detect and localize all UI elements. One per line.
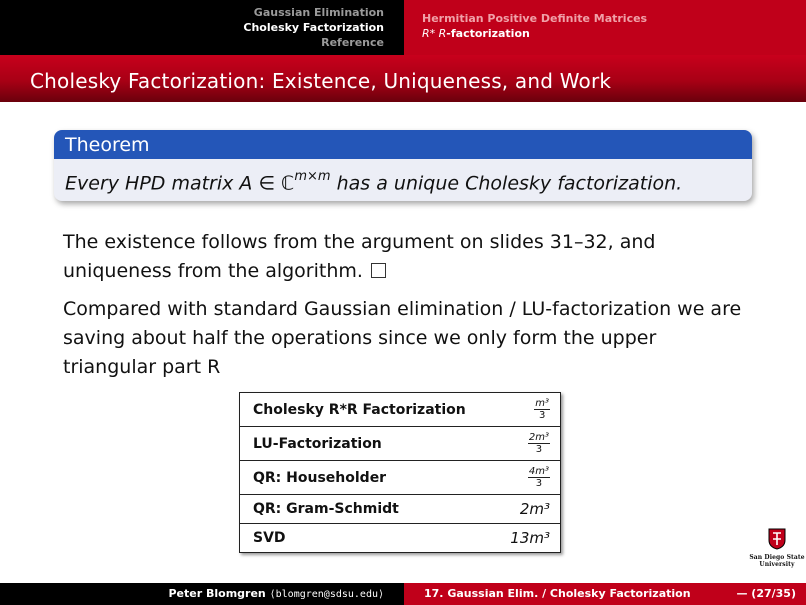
logo-line-2: University	[759, 561, 795, 568]
cost-denominator: 3	[535, 478, 543, 489]
cost-denominator: 3	[535, 444, 543, 455]
theorem-statement-power: m×m	[294, 169, 331, 184]
cost-value	[528, 466, 550, 489]
method-label: LU-Factorization	[253, 435, 382, 452]
nav-subsection-text: -factorization	[446, 27, 530, 40]
existence-text: The existence follows from the argument on slides 31–32, and uniqueness from the algorithm.	[63, 231, 656, 282]
frame-title: Cholesky Factorization: Existence, Uniqueness, and Work	[30, 69, 612, 93]
table-row	[240, 524, 560, 552]
cost-numerator: 2m³	[528, 432, 549, 443]
sdsu-shield-icon	[768, 528, 786, 550]
nav-subsection-r-star-r[interactable]	[422, 26, 647, 41]
cost-numerator: m³	[535, 398, 549, 409]
cost-value: 2m³	[519, 500, 550, 518]
cost-value: 13m³	[510, 529, 550, 547]
page-number: — (27/35)	[736, 587, 796, 600]
cost-value	[528, 432, 550, 455]
subsection-navigation	[404, 0, 806, 55]
footer-author-section	[0, 583, 404, 605]
theorem-block	[54, 130, 752, 201]
section-navigation	[0, 0, 404, 55]
work-paragraph: Compared with standard Gaussian elimination / LU-factorization we are saving about half the operations since we only form the upper triangular part R	[63, 298, 742, 378]
nav-section-cholesky-factorization[interactable]: Cholesky Factorization	[243, 21, 384, 34]
footer-title-section	[404, 583, 806, 605]
table-row	[240, 427, 560, 461]
footer-bar	[0, 583, 806, 605]
method-label: SVD	[253, 530, 286, 546]
nav-section-reference[interactable]: Reference	[321, 36, 384, 49]
table-row	[240, 495, 560, 524]
nav-section-gaussian-elimination[interactable]: Gaussian Elimination	[253, 6, 384, 19]
logo-line-1: San Diego State	[749, 554, 805, 561]
author-email: ⟨blomgren@sdsu.edu⟩	[269, 589, 384, 600]
theorem-statement-suffix: has a unique Cholesky factorization.	[330, 172, 683, 195]
frame-title-bar	[0, 55, 806, 102]
method-label: QR: Householder	[253, 469, 387, 486]
method-label: QR: Gram-Schmidt	[253, 501, 399, 517]
theorem-statement	[54, 159, 752, 201]
university-logo	[748, 528, 806, 568]
nav-subsection-hpd-matrices[interactable]: Hermitian Positive Definite Matrices	[422, 12, 648, 25]
method-label: Cholesky R*R Factorization	[253, 401, 466, 418]
table-row	[240, 461, 560, 495]
theorem-statement-prefix: Every HPD matrix A ∈ ℂ	[65, 172, 295, 195]
table-row	[240, 393, 560, 427]
nav-subsection-math: R* R	[422, 27, 447, 40]
existence-paragraph	[63, 228, 743, 286]
footer-title: 17. Gaussian Elim. / Cholesky Factorization	[424, 587, 691, 600]
qed-box-icon	[371, 263, 386, 278]
footer-author	[169, 587, 385, 600]
navigation-bar	[0, 0, 806, 55]
cost-denominator: 3	[538, 410, 546, 421]
author-name: Peter Blomgren	[168, 587, 266, 600]
cost-numerator: 4m³	[528, 466, 549, 477]
theorem-heading: Theorem	[54, 130, 752, 159]
cost-value	[534, 398, 550, 421]
operation-count-table	[239, 392, 561, 553]
